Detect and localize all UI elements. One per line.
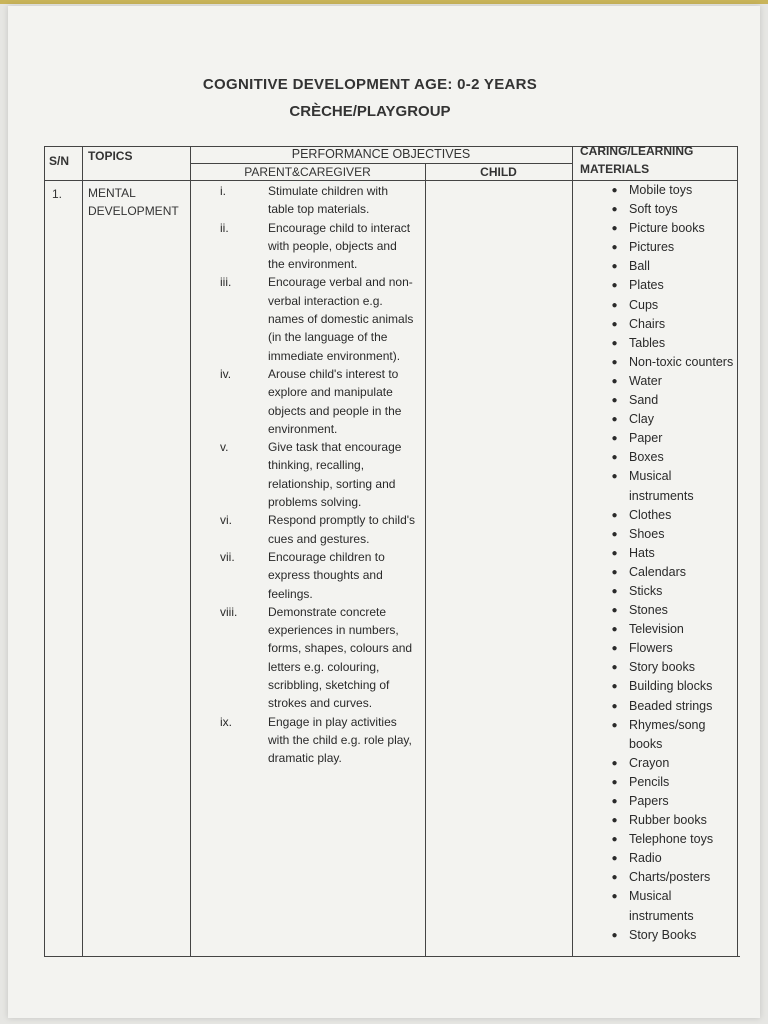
material-item <box>600 620 740 639</box>
bullet-icon: ● <box>611 356 618 368</box>
material-item <box>600 830 740 849</box>
materials-list <box>600 181 740 945</box>
material-text: Picture books <box>629 221 705 236</box>
col-divider-sn <box>82 146 83 956</box>
material-item <box>600 792 740 811</box>
material-text: Tables <box>629 335 666 350</box>
material-text: Musical instruments <box>629 469 694 503</box>
header-sn: S/N <box>49 154 70 168</box>
header-materials-line1: CARING/LEARNING <box>580 144 694 158</box>
header-topics: TOPICS <box>88 149 133 163</box>
bullet-icon: ● <box>611 223 618 235</box>
material-item <box>600 219 740 238</box>
material-text: Pictures <box>629 240 675 255</box>
material-item <box>600 868 740 887</box>
objectives-list <box>220 182 420 768</box>
material-item <box>600 315 740 334</box>
bullet-icon: ● <box>611 566 618 578</box>
material-item <box>600 926 740 945</box>
material-item <box>600 429 740 448</box>
material-item <box>600 677 740 696</box>
col-divider-child <box>572 146 573 956</box>
objective-text: Encourage child to interact with people, objects and the environment. <box>268 220 411 272</box>
objective-text: Give task that encourage thinking, recalling, relationship, sorting and problems solving. <box>268 440 402 510</box>
topic-line2: DEVELOPMENT <box>88 204 179 218</box>
bullet-icon: ● <box>611 662 618 674</box>
bullet-icon: ● <box>611 547 618 559</box>
material-item <box>600 811 740 830</box>
objective-number: viii. <box>220 604 238 619</box>
bullet-icon: ● <box>611 433 618 445</box>
bullet-icon: ● <box>611 509 618 521</box>
material-text: Calendars <box>629 564 686 579</box>
bullet-icon: ● <box>611 757 618 769</box>
material-text: Chairs <box>629 316 666 331</box>
material-text: Crayon <box>629 755 670 770</box>
material-text: Beaded strings <box>629 698 713 713</box>
material-text: Shoes <box>629 526 665 541</box>
page-title: COGNITIVE DEVELOPMENT AGE: 0-2 YEARS <box>202 76 538 93</box>
bullet-icon: ● <box>611 204 618 216</box>
material-text: Flowers <box>629 641 673 656</box>
material-item <box>600 639 740 658</box>
bullet-icon: ● <box>611 605 618 617</box>
objective-text: Respond promptly to child's cues and gestures. <box>268 513 416 546</box>
material-item <box>600 658 740 677</box>
bullet-icon: ● <box>611 261 618 273</box>
material-item <box>600 257 740 276</box>
objective-number: vii. <box>220 549 235 564</box>
bullet-icon: ● <box>611 815 618 827</box>
material-text: Ball <box>629 259 650 274</box>
material-item <box>600 391 740 410</box>
bullet-icon: ● <box>611 643 618 655</box>
material-text: Paper <box>629 431 663 446</box>
perf-obj-divider <box>190 163 572 164</box>
material-text: Water <box>629 373 662 388</box>
objective-number: vi. <box>220 513 232 528</box>
objective-item <box>220 713 420 768</box>
material-text: Soft toys <box>629 202 678 217</box>
bullet-icon: ● <box>611 719 618 731</box>
col-divider-parent <box>425 163 426 956</box>
objective-item <box>220 182 420 219</box>
material-item <box>600 506 740 525</box>
objective-item <box>220 219 420 274</box>
material-text: Clothes <box>629 507 672 522</box>
material-text: Hats <box>629 545 655 560</box>
material-text: Pencils <box>629 774 670 789</box>
material-item <box>600 353 740 372</box>
bullet-icon: ● <box>611 299 618 311</box>
material-item <box>600 238 740 257</box>
objective-text: Engage in play activities with the child e.g. role play, dramatic play. <box>268 714 412 766</box>
material-text: Cups <box>629 297 659 312</box>
material-item <box>600 754 740 773</box>
material-text: Telephone toys <box>629 832 714 847</box>
material-item <box>600 372 740 391</box>
material-text: Plates <box>629 278 664 293</box>
material-text: Boxes <box>629 450 664 465</box>
objective-text: Encourage verbal and non-verbal interaction e.g. names of domestic animals (in the language of the immediate environment). <box>268 275 414 363</box>
material-text: Charts/posters <box>629 870 711 885</box>
material-item <box>600 887 740 925</box>
material-text: Building blocks <box>629 679 713 694</box>
material-text: Radio <box>629 851 662 866</box>
material-text: Story books <box>629 660 696 675</box>
material-item <box>600 200 740 219</box>
bullet-icon: ● <box>611 528 618 540</box>
bullet-icon: ● <box>611 280 618 292</box>
objective-text: Stimulate children with table top materials. <box>268 184 389 217</box>
objective-number: ix. <box>220 714 232 729</box>
bullet-icon: ● <box>611 471 618 483</box>
bullet-icon: ● <box>611 891 618 903</box>
material-item <box>600 849 740 868</box>
objective-number: iii. <box>220 275 232 290</box>
material-item <box>600 467 740 505</box>
table-bottom-border <box>44 956 740 957</box>
objective-item <box>220 365 420 438</box>
header-materials-line2: MATERIALS <box>580 162 650 176</box>
bullet-icon: ● <box>611 375 618 387</box>
bullet-icon: ● <box>611 681 618 693</box>
material-item <box>600 181 740 200</box>
bullet-icon: ● <box>611 700 618 712</box>
material-item <box>600 525 740 544</box>
header-parent-caregiver: PARENT&CAREGIVER <box>244 165 371 179</box>
objective-text: Arouse child's interest to explore and manipulate objects and people in the environment. <box>268 366 402 436</box>
objective-item <box>220 548 420 603</box>
page-top-edge <box>0 0 768 4</box>
bullet-icon: ● <box>611 776 618 788</box>
material-item <box>600 563 740 582</box>
material-text: Mobile toys <box>629 183 693 197</box>
material-item <box>600 334 740 353</box>
bullet-icon: ● <box>611 337 618 349</box>
objective-number: iv. <box>220 366 232 381</box>
material-text: Sand <box>629 393 659 408</box>
material-text: Rubber books <box>629 813 707 828</box>
objective-item <box>220 511 420 548</box>
objective-number: ii. <box>220 220 229 235</box>
objective-item <box>220 273 420 364</box>
bullet-icon: ● <box>611 452 618 464</box>
bullet-icon: ● <box>611 624 618 636</box>
col-divider-topics <box>190 146 191 956</box>
objective-text: Encourage children to express thoughts and feelings. <box>268 549 385 601</box>
material-item <box>600 582 740 601</box>
material-item <box>600 697 740 716</box>
bullet-icon: ● <box>611 242 618 254</box>
bullet-icon: ● <box>611 185 618 196</box>
bullet-icon: ● <box>611 872 618 884</box>
objective-item <box>220 603 420 713</box>
material-item <box>600 601 740 620</box>
material-text: Television <box>629 622 684 637</box>
header-performance-objectives: PERFORMANCE OBJECTIVES <box>291 147 471 161</box>
material-text: Stones <box>629 603 668 618</box>
material-item <box>600 276 740 295</box>
bullet-icon: ● <box>611 929 618 941</box>
bullet-icon: ● <box>611 585 618 597</box>
material-text: Sticks <box>629 583 663 598</box>
material-item <box>600 448 740 467</box>
bullet-icon: ● <box>611 318 618 330</box>
header-child: CHILD <box>480 165 517 179</box>
objective-item <box>220 438 420 511</box>
material-text: Musical instruments <box>629 889 694 923</box>
table-left-border <box>44 146 45 956</box>
row-sn: 1. <box>52 187 63 201</box>
material-text: Story Books <box>629 927 697 942</box>
bullet-icon: ● <box>611 395 618 407</box>
bullet-icon: ● <box>611 796 618 807</box>
material-text: Papers <box>629 794 669 808</box>
material-item <box>600 410 740 429</box>
bullet-icon: ● <box>611 853 618 865</box>
objective-number: v. <box>220 440 229 455</box>
material-text: Rhymes/song books <box>629 717 706 751</box>
material-item <box>600 716 740 754</box>
material-text: Non-toxic counters <box>629 354 734 369</box>
page-subtitle: CRÈCHE/PLAYGROUP <box>289 103 451 120</box>
bullet-icon: ● <box>611 834 618 846</box>
objective-text: Demonstrate concrete experiences in numbers, forms, shapes, colours and letters e.g. colouring, scribbling, sketching of strokes and curves. <box>268 604 413 711</box>
material-item <box>600 773 740 792</box>
topic-line1: MENTAL <box>88 186 136 200</box>
material-text: Clay <box>629 412 655 427</box>
material-item <box>600 544 740 563</box>
bullet-icon: ● <box>611 414 618 426</box>
material-item <box>600 296 740 315</box>
objective-number: i. <box>220 184 226 198</box>
